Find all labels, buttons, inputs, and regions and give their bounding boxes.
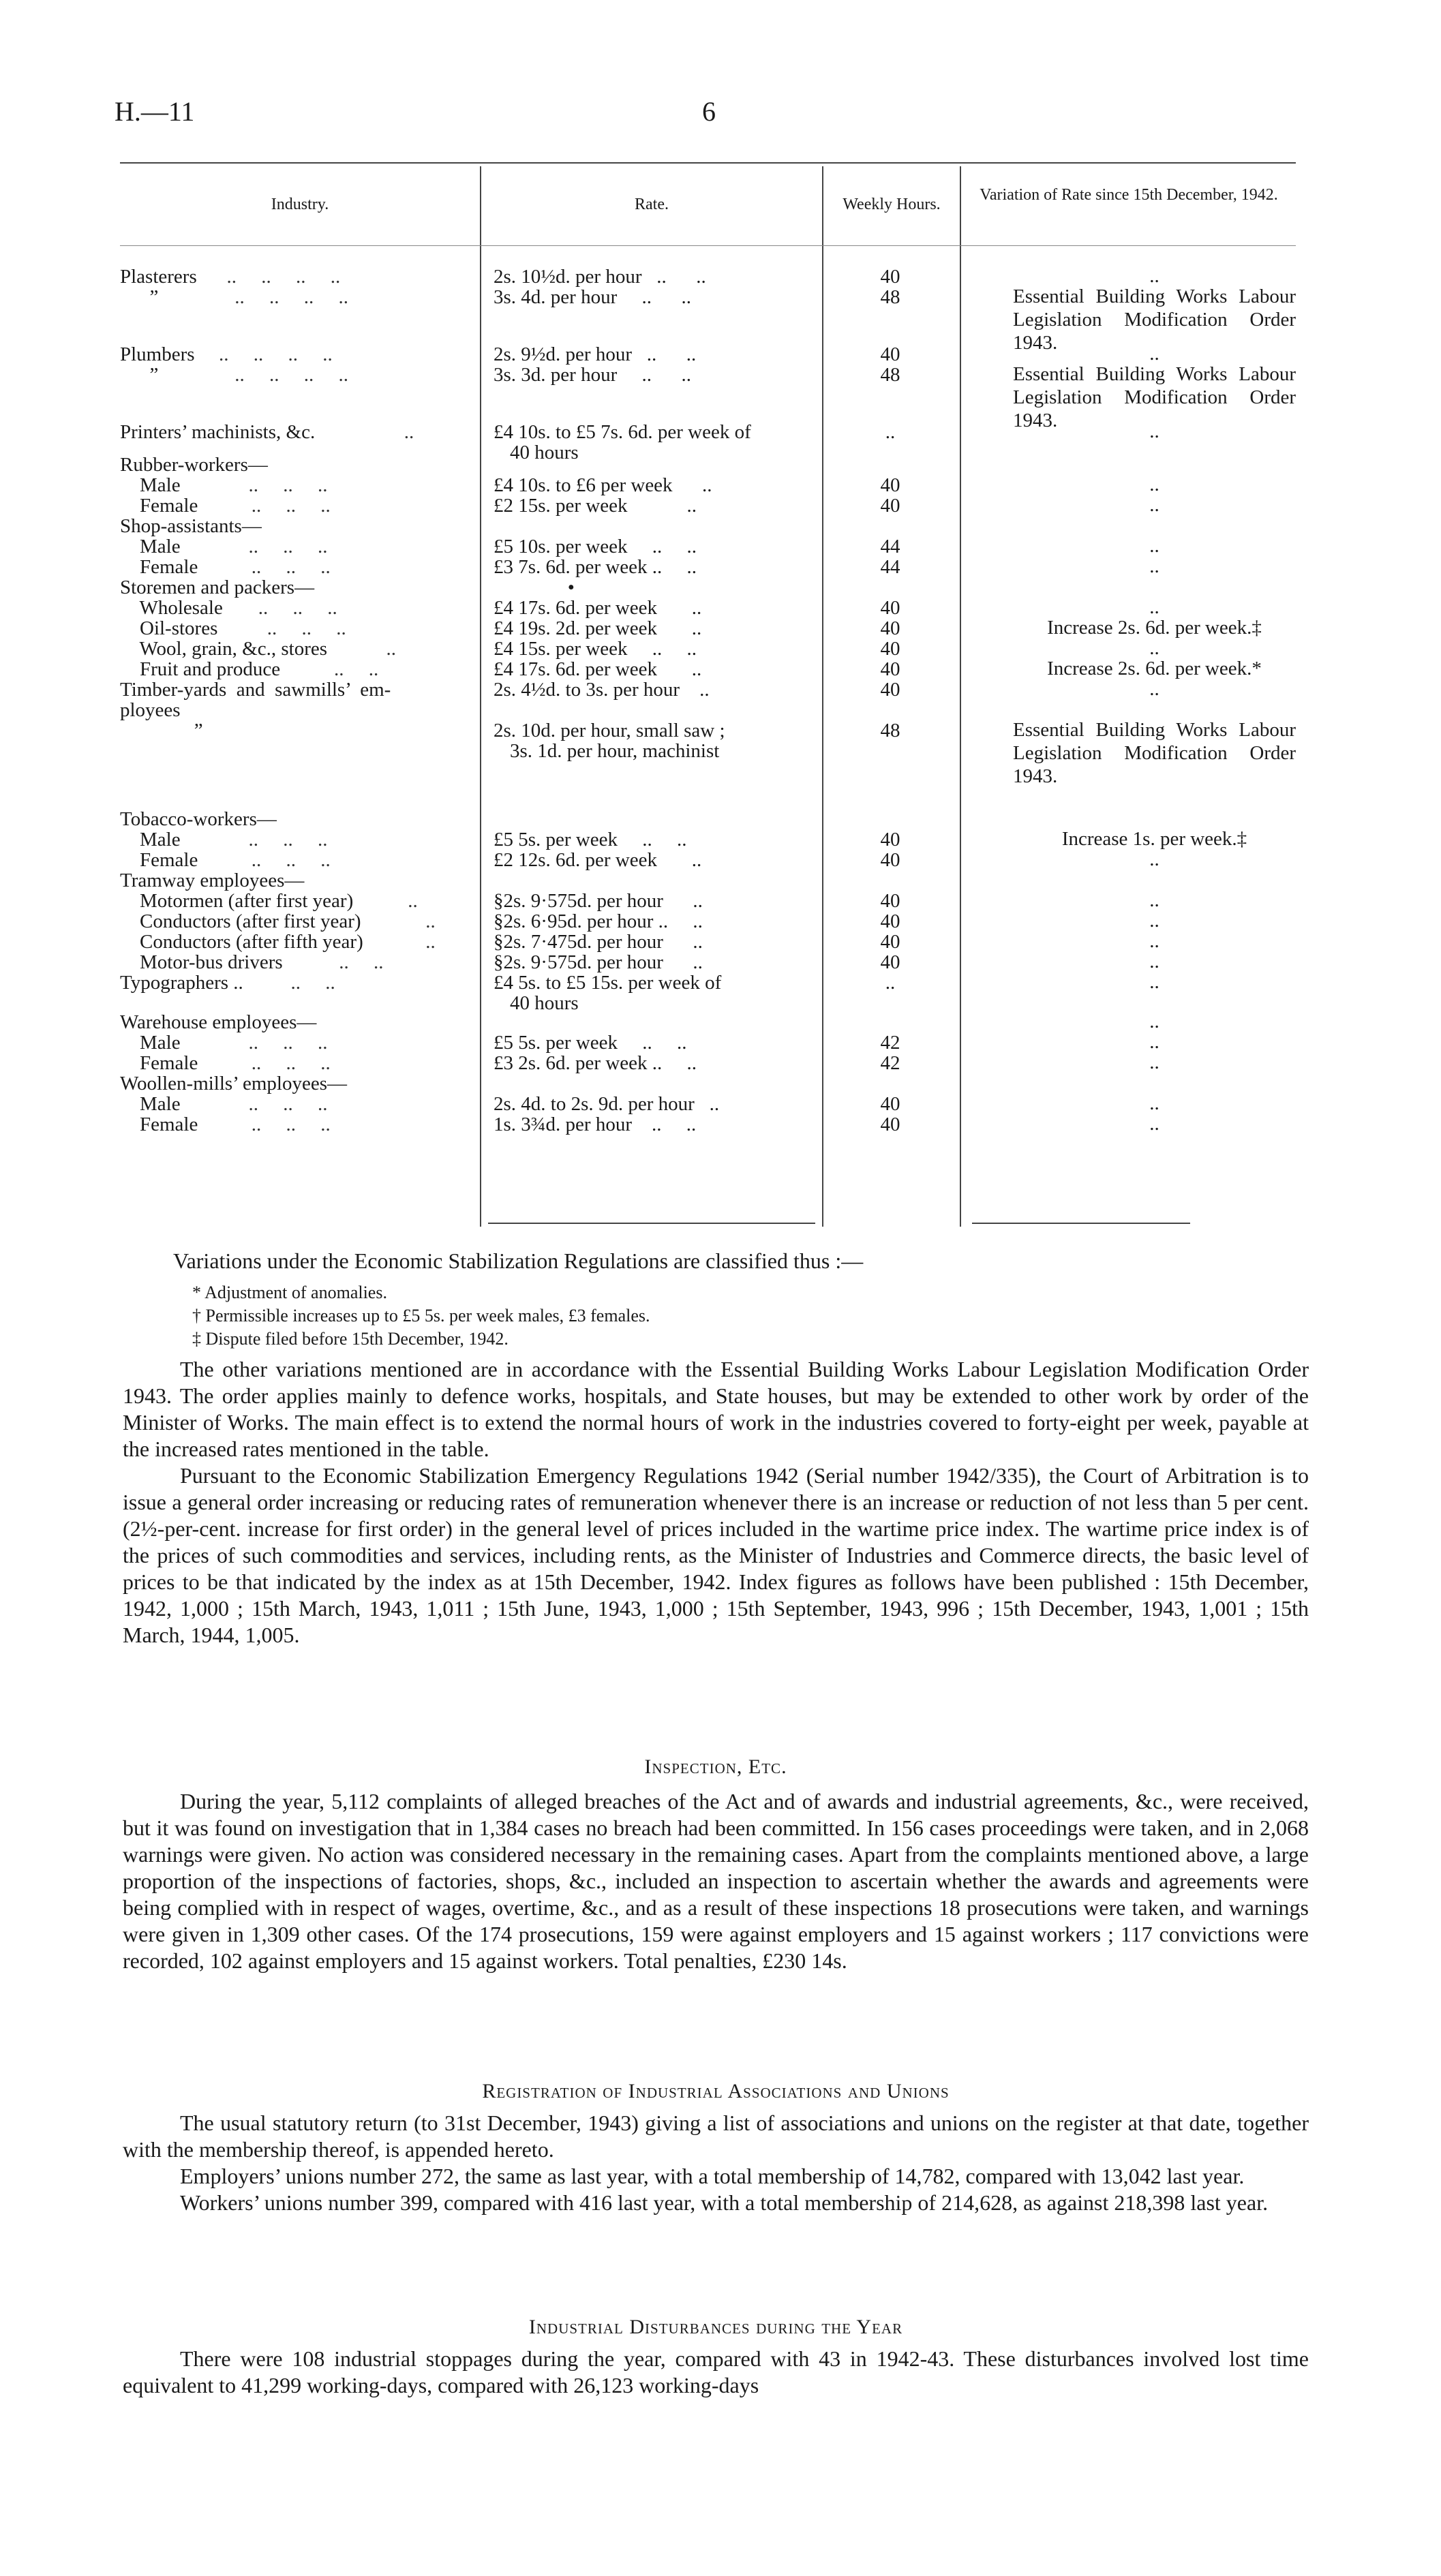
hours-cell: 40	[880, 638, 900, 660]
industry-cell: Warehouse employees—	[120, 1011, 317, 1033]
table-top-rule	[120, 162, 1296, 164]
leader-dots: .. .. ..	[217, 1114, 331, 1135]
hours-cell: 44	[880, 536, 900, 557]
rate-cell: £4 19s. 2d. per week ..	[494, 617, 702, 639]
variation-cell: ..	[1149, 910, 1159, 932]
rate-cell: 1s. 3¾d. per hour .. ..	[494, 1114, 697, 1135]
industry-cell: Female	[120, 1052, 198, 1074]
variation-cell: ..	[1149, 678, 1159, 700]
industry-cell: Female	[120, 556, 198, 578]
heading-text: Registration of Industrial Associations and Unions	[482, 2080, 950, 2102]
leader-dots: .. .. ..	[199, 1032, 328, 1054]
rate-cell: §2s. 6·95d. per hour .. ..	[494, 910, 703, 932]
rate-cell-continued: 40 hours	[510, 992, 579, 1014]
leader-dots: .. .. ..	[217, 849, 331, 871]
leader-dots: .. .. ..	[217, 495, 331, 517]
column-header-variation: Variation of Rate since 15th December, 1942.	[980, 186, 1278, 204]
variation-cell: ..	[1149, 1031, 1159, 1053]
table-row	[120, 970, 1296, 1014]
industry-cell: ”	[120, 286, 159, 308]
variation-cell: ..	[1149, 474, 1159, 495]
leader-dots: .. .. ..	[199, 474, 328, 496]
table-row	[120, 363, 1296, 431]
variation-cell: Increase 2s. 6d. per week.‡	[1047, 617, 1262, 639]
industry-cell: Plumbers	[120, 343, 195, 365]
footnote: † Permissible increases up to £5 5s. per week males, £3 females.	[192, 1306, 650, 1325]
rate-cell: £3 2s. 6d. per week .. ..	[494, 1052, 697, 1074]
industry-cell: Female	[120, 495, 198, 517]
heading-text: Inspection, Etc.	[644, 1755, 787, 1778]
rate-cell-continued: 40 hours	[510, 442, 579, 463]
hours-cell: 40	[880, 1093, 900, 1115]
hours-cell: 40	[880, 951, 900, 973]
variation-cell: Essential Building Works Labour Legislation Modification Order 1943.	[1013, 719, 1296, 787]
body-section-disturbances	[123, 2346, 1309, 2399]
rate-cell: 3s. 4d. per hour .. ..	[494, 286, 691, 308]
industry-cell: Wool, grain, &c., stores	[120, 638, 328, 660]
rate-cell: £5 5s. per week .. ..	[494, 829, 687, 850]
table-row	[120, 420, 1296, 463]
industry-cell: ”	[120, 720, 203, 741]
industry-cell: Conductors (after fifth year)	[120, 931, 363, 953]
variation-cell: ..	[1149, 420, 1159, 442]
rate-cell: •	[494, 577, 575, 598]
industry-cell: Male	[120, 1093, 181, 1115]
hours-cell: 48	[880, 286, 900, 308]
variation-cell: ..	[1149, 494, 1159, 516]
paragraph: Pursuant to the Economic Stabilization Emergency Regulations 1942 (Serial number 1942/335), the Court of Arbitration is to issue a general order increasing or reducing rates of remuneration whenever there is an increase or reduction of not less than 5 per cent. (2½-per-cent. increase for first order) in the general level of prices included in the wartime price index. The wartime price index is of the prices of such commodities and services, including rents, as the Minister of Industries and Commerce directs, the basic level of prices to be that indicated by the index as at 15th December, 1942. Index figures as follows have been published : 15th December, 1942, 1,000 ; 15th March, 1943, 1,011 ; 15th June, 1943, 1,000 ; 15th September, 1943, 996 ; 15th December, 1943, 1,001 ; 15th March, 1944, 1,005.	[123, 1463, 1309, 1647]
industry-cell: Male	[120, 474, 181, 496]
leader-dots: .. .. ..	[199, 829, 328, 850]
footnotes	[192, 1281, 650, 1351]
rate-cell: 2s. 10½d. per hour .. ..	[494, 266, 706, 288]
variation-cell: ..	[1149, 1113, 1159, 1135]
variation-cell: ..	[1149, 951, 1159, 972]
rate-cell: §2s. 9·575d. per hour ..	[494, 890, 703, 912]
industry-cell: Female	[120, 1114, 198, 1135]
table-bottom-rule	[972, 1223, 1190, 1224]
hours-cell: 40	[880, 679, 900, 701]
leader-dots: .. .. ..	[217, 1052, 331, 1074]
table-row	[120, 718, 1296, 787]
rate-cell: £4 15s. per week .. ..	[494, 638, 697, 660]
hours-cell: 40	[880, 343, 900, 365]
industry-cell: Rubber-workers—	[120, 454, 268, 476]
rate-cell: 2s. 4½d. to 3s. per hour ..	[494, 679, 710, 701]
hours-cell: 40	[880, 931, 900, 953]
leader-dots: .. .. ..	[243, 597, 337, 619]
leader-dots: ..	[350, 421, 414, 443]
column-header-industry: Industry.	[271, 196, 329, 213]
leader-dots: .. .. .. ..	[190, 286, 348, 308]
section-heading	[123, 2080, 1309, 2103]
hours-cell: 40	[880, 597, 900, 619]
hours-cell: 42	[880, 1052, 900, 1074]
industry-cell: Female	[120, 849, 198, 871]
industry-cell: ployees	[120, 699, 181, 721]
variation-cell: ..	[1149, 889, 1159, 911]
page-number: 6	[702, 96, 716, 127]
hours-cell: 40	[880, 1114, 900, 1135]
variation-cell: ..	[1149, 637, 1159, 659]
hours-cell: 40	[880, 617, 900, 639]
leader-dots: .. .. .. ..	[199, 343, 333, 365]
paragraph: Employers’ unions number 272, the same as last year, with a total membership of 14,782, compared with 13,042 last year.	[180, 2164, 1245, 2188]
paragraph: Workers’ unions number 399, compared with 416 last year, with a total membership of 214,628, as against 218,398 last year.	[180, 2190, 1269, 2215]
rate-cell: 2s. 4d. to 2s. 9d. per hour ..	[494, 1093, 720, 1115]
industry-cell: Tramway employees—	[120, 870, 305, 891]
industry-cell: Woollen-mills’ employees—	[120, 1073, 347, 1094]
industry-cell: Motormen (after first year)	[120, 890, 354, 912]
leader-dots: ..	[421, 910, 436, 932]
industry-cell: Timber-yards and sawmills’ em-	[120, 679, 391, 701]
leader-dots: .. .. ..	[217, 556, 331, 578]
hours-cell: 40	[880, 849, 900, 871]
variation-cell: ..	[1149, 535, 1159, 557]
industry-cell: Motor-bus drivers	[120, 951, 283, 973]
rate-cell: £4 5s. to £5 15s. per week of	[494, 972, 722, 994]
body-section-variations	[123, 1356, 1309, 1649]
leader-dots: .. ..	[314, 951, 384, 973]
rate-cell: 2s. 10d. per hour, small saw ;	[494, 720, 725, 741]
body-section-inspection	[123, 1788, 1309, 1974]
rate-cell: £4 17s. 6d. per week ..	[494, 597, 702, 619]
industry-cell: Male	[120, 829, 181, 850]
footnote: ‡ Dispute filed before 15th December, 1942.	[192, 1329, 509, 1349]
industry-cell: Oil-stores	[120, 617, 218, 639]
variation-cell: ..	[1149, 971, 1159, 993]
variation-cell: ..	[1149, 1092, 1159, 1114]
column-header-rate: Rate.	[635, 196, 669, 213]
leader-dots: .. .. ..	[252, 617, 346, 639]
heading-text: Industrial Disturbances during the Year	[528, 2316, 903, 2338]
variation-cell: ..	[1149, 596, 1159, 618]
rate-cell: £3 7s. 6d. per week .. ..	[494, 556, 697, 578]
hours-cell: 44	[880, 556, 900, 578]
section-heading	[123, 2316, 1309, 2339]
industry-cell: Shop-assistants—	[120, 515, 262, 537]
table-row	[120, 1112, 1296, 1137]
hours-cell: 40	[880, 910, 900, 932]
leader-dots: ..	[376, 638, 396, 660]
variation-cell: Increase 1s. per week.‡	[1061, 828, 1247, 850]
industry-cell: Printers’ machinists, &c.	[120, 421, 316, 443]
rate-cell: £4 10s. to £5 7s. 6d. per week of	[494, 421, 751, 443]
industry-cell: Tobacco-workers—	[120, 808, 277, 830]
leader-dots: .. ..	[261, 972, 335, 994]
paragraph: During the year, 5,112 complaints of alleged breaches of the Act and of awards and industrial agreements, &c., were received, but it was found on investigation that in 1,384 cases no breach had been committed. In 156 cases proceedings were taken, and in 2,068 warnings were given. No action was considered necessary in the remaining cases. Apart from the complaints mentioned above, a large proportion of the inspections of factories, shops, &c., included an inspection to ascertain whether the awards and agreements were being complied with in respect of wages, overtime, &c., and as a result of these inspections 18 prosecutions were taken, and warnings were given in 1,309 other cases. Of the 174 prosecutions, 159 were against employers and 15 against workers ; 117 convictions were recorded, 102 against employers and 15 against workers. Total penalties, £230 14s.	[123, 1789, 1309, 1973]
rate-cell-continued: 3s. 1d. per hour, machinist	[510, 740, 720, 762]
rate-cell: 2s. 9½d. per hour .. ..	[494, 343, 697, 365]
hours-cell: ..	[885, 972, 896, 994]
rate-cell: 3s. 3d. per hour .. ..	[494, 364, 691, 386]
rate-cell: £5 10s. per week .. ..	[494, 536, 697, 557]
leader-dots: .. .. ..	[199, 1093, 328, 1115]
hours-cell: 40	[880, 829, 900, 850]
header-rule	[120, 245, 1296, 246]
rate-cell: £2 15s. per week ..	[494, 495, 697, 517]
variation-cell: Increase 2s. 6d. per week.*	[1047, 658, 1262, 679]
paragraph: The usual statutory return (to 31st December, 1943) giving a list of associations and unions on the register at that date, together with the membership thereof, is appended hereto.	[123, 2111, 1309, 2162]
paragraph: The other variations mentioned are in accordance with the Essential Building Works Labour Legislation Modification Order 1943. The order applies mainly to defence works, hospitals, and State houses, but may be extended to other work by order of the Minister of Works. The main effect is to extend the normal hours of work in the industries covered to forty-eight per week, payable at the increased rates mentioned in the table.	[123, 1357, 1309, 1461]
rate-cell: §2s. 7·475d. per hour ..	[494, 931, 703, 953]
rate-cell: £5 5s. per week .. ..	[494, 1032, 687, 1054]
rate-cell: £4 17s. 6d. per week ..	[494, 658, 702, 680]
leader-dots: .. .. .. ..	[190, 364, 348, 386]
leader-dots: .. .. .. ..	[217, 266, 341, 288]
hours-cell: 42	[880, 1032, 900, 1054]
industry-cell: Plasterers	[120, 266, 197, 288]
variation-cell: Essential Building Works Labour Legislation Modification Order 1943.	[1013, 286, 1296, 354]
variation-cell: ..	[1149, 555, 1159, 577]
hours-cell: ..	[885, 421, 896, 443]
industry-cell: Conductors (after first year)	[120, 910, 361, 932]
industry-cell: Wholesale	[120, 597, 223, 619]
variations-lead: Variations under the Economic Stabilization Regulations are classified thus :—	[173, 1248, 864, 1273]
paragraph: There were 108 industrial stoppages during the year, compared with 43 in 1942-43. These disturbances involved lost time equivalent to 41,299 working-days, compared with 26,123 working-days	[123, 2346, 1309, 2397]
variation-cell: ..	[1149, 1052, 1159, 1073]
hours-cell: 48	[880, 364, 900, 386]
hours-cell: 40	[880, 474, 900, 496]
variation-cell: ..	[1149, 930, 1159, 952]
variation-cell: ..	[1149, 343, 1159, 365]
hours-cell: 40	[880, 658, 900, 680]
variation-cell: ..	[1149, 848, 1159, 870]
hours-cell: 40	[880, 890, 900, 912]
industry-cell: Storemen and packers—	[120, 577, 315, 598]
document-reference: H.—11	[115, 96, 195, 127]
leader-dots: .. ..	[314, 658, 379, 680]
industry-cell: Typographers ..	[120, 972, 243, 994]
footnote: * Adjustment of anomalies.	[192, 1283, 387, 1302]
leader-dots: ..	[403, 890, 418, 912]
rate-cell: £4 10s. to £6 per week ..	[494, 474, 712, 496]
variation-cell: ..	[1149, 1011, 1159, 1032]
hours-cell: 40	[880, 495, 900, 517]
variation-cell: Essential Building Works Labour Legislation Modification Order 1943.	[1013, 363, 1296, 431]
variation-cell: ..	[1149, 265, 1159, 287]
hours-cell: 40	[880, 266, 900, 288]
body-section-registration	[123, 2110, 1309, 2216]
industry-cell: ”	[120, 364, 159, 386]
rate-cell: £2 12s. 6d. per week ..	[494, 849, 702, 871]
leader-dots: ..	[421, 931, 436, 953]
industry-cell: Male	[120, 536, 181, 557]
section-heading	[123, 1755, 1309, 1779]
rate-cell: §2s. 9·575d. per hour ..	[494, 951, 703, 973]
industry-cell: Fruit and produce	[120, 658, 281, 680]
industry-cell: Male	[120, 1032, 181, 1054]
hours-cell: 48	[880, 720, 900, 741]
leader-dots: .. .. ..	[199, 536, 328, 557]
table-bottom-rule	[488, 1223, 815, 1224]
column-header-hours: Weekly Hours.	[843, 196, 941, 213]
